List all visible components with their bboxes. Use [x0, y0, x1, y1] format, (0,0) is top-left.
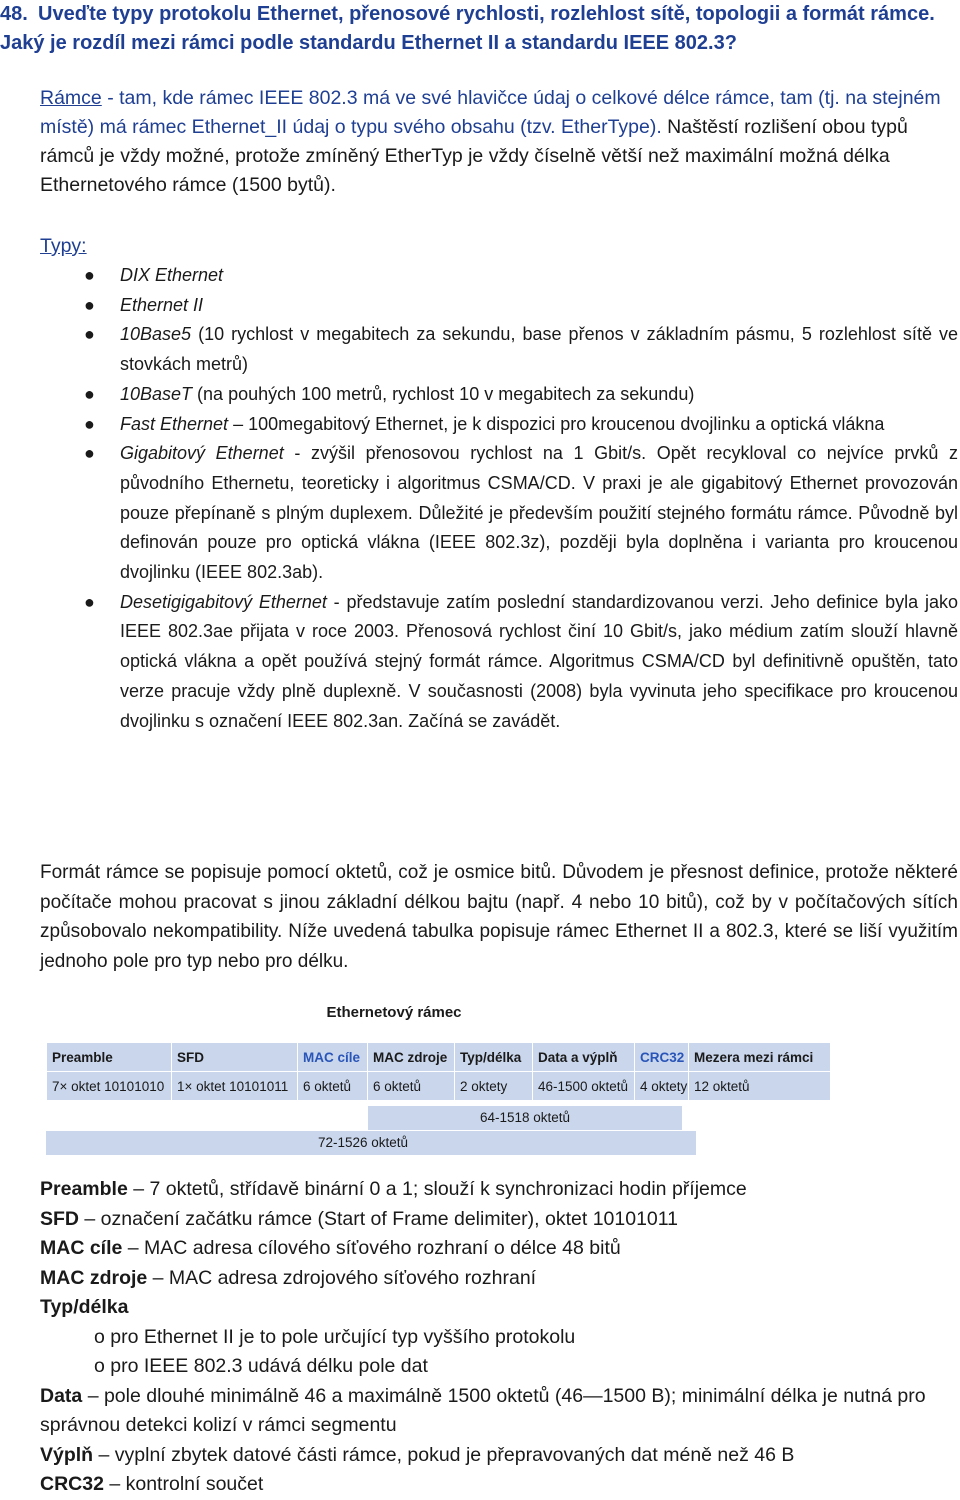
definition-term: Výplň [40, 1443, 94, 1466]
definition-crc [40, 1470, 958, 1500]
definition-term: MAC zdroje [40, 1266, 148, 1289]
definition-text: – pole dlouhé minimálně 46 a maximálně 1500 oktetů (46—1500 B); minimální délka je nutná pro správnou detekci kolizí v rámci segmentu [40, 1384, 926, 1436]
type-desc: (10 rychlost v megabitech za sekundu, base přenos v základním pásmu, 5 rozlehlost sítě ve stovkách metrů) [120, 324, 958, 375]
definition-preamble [40, 1175, 958, 1205]
header-cell: Mezera mezi rámci [689, 1043, 831, 1072]
bullet-icon: ● [84, 294, 95, 315]
definitions-list [40, 1175, 958, 1500]
list-item [40, 291, 958, 321]
question-number: 48. [0, 3, 28, 25]
definition-sub-item: o pro IEEE 802.3 udává délku pole dat [94, 1355, 428, 1377]
value-cell: 1× oktet 10101011 [172, 1072, 298, 1101]
definition-text: – MAC adresa zdrojového síťového rozhraní [147, 1266, 537, 1289]
crc32-link[interactable]: CRC32 [635, 1043, 689, 1072]
bullet-icon: ● [84, 413, 95, 434]
value-cell: 6 oktetů [298, 1072, 368, 1101]
frame-table [46, 1042, 831, 1101]
span-long-bar [46, 1131, 696, 1155]
header-cell: Data a výplň [533, 1043, 635, 1072]
span-long-label: 72-1526 oktetů [318, 1135, 409, 1150]
definition-term: Data [40, 1384, 83, 1407]
type-name: 10Base5 [120, 324, 192, 345]
type-desc: (na pouhých 100 metrů, rychlost 10 v megabitech za sekundu) [192, 383, 695, 404]
value-cell: 7× oktet 10101010 [47, 1072, 172, 1101]
list-item [40, 261, 958, 291]
format-paragraph: Formát rámce se popisuje pomocí oktetů, což je osmice bitů. Důvodem je přesnost definice, protože některé počítače mohou pracovat s jinou základní délkou bajtu (např. 4 nebo 10 bitů), což by v počítačových sítích způsobovalo nekompatibility. Níže uvedená tabulka popisuje rámec Ethernet II a 802.3, které se liší využitím jednoho pole pro typ nebo pro délku. [40, 862, 958, 972]
type-name: DIX Ethernet [120, 265, 224, 285]
definition-mac-dst [40, 1234, 958, 1264]
header-cell: SFD [172, 1043, 298, 1072]
definition-data [40, 1382, 958, 1441]
value-cell: 2 oktety [455, 1072, 533, 1101]
definition-pad [40, 1441, 958, 1471]
type-name: Desetigigabitový Ethernet [120, 591, 327, 612]
bullet-icon: ● [84, 383, 95, 404]
bullet-icon: ● [84, 265, 95, 285]
list-item [40, 439, 958, 588]
value-cell: 6 oktetů [368, 1072, 455, 1101]
frames-text-b: Naštěstí rozlišení obou typů rámců je vždy možné, protože zmíněný EtherTyp je vždy číselně větší než maximální možná délka Ethernetového rámce (1500 bytů). [40, 116, 908, 196]
bullet-icon: ● [84, 324, 95, 345]
list-item [40, 588, 958, 737]
type-desc: - zvýšil přenosovou rychlost na 1 Gbit/s. Opět recykloval co nejvíce prvků z původního Ethernetu, teoreticky i algoritmus CSMA/CD. V praxi je ale gigabitový Ethernet provozován pouze přepínaně s plným duplexem. Důležité je především použití stejného formátu rámce. Původně byl definován pouze pro optická vlákna (IEEE 802.3z), později byla doplněna i varianta pro kroucenou dvojlinku (IEEE 802.3ab). [120, 443, 958, 583]
type-name: Gigabitový Ethernet [120, 443, 284, 464]
ethernet-frame-figure [46, 1004, 830, 1154]
list-item [40, 410, 958, 440]
frames-label: Rámce [40, 87, 102, 109]
definition-term: SFD [40, 1207, 79, 1230]
question-heading [0, 0, 958, 58]
definition-text: – označení začátku rámce (Start of Frame delimiter), oktet 10101011 [79, 1207, 679, 1230]
definition-text: – kontrolní součet [103, 1473, 264, 1495]
type-desc: – 100megabitový Ethernet, je k dispozici pro kroucenou dvojlinku a optická vlákna [228, 413, 885, 434]
type-name: Fast Ethernet [120, 413, 229, 434]
header-cell: MAC zdroje [368, 1043, 455, 1072]
definition-text: – vyplní zbytek datové části rámce, pokud je přepravovaných dat méně než 46 B [93, 1443, 795, 1466]
definition-text: – 7 oktetů, střídavě binární 0 a 1; slouží k synchronizaci hodin příjemce [127, 1178, 747, 1200]
definition-mac-src [40, 1264, 958, 1294]
frames-text-a: - tam, kde rámec IEEE 802.3 má ve své hlavičce údaj o celkové délce rámce, tam (tj. na stejném místě) má rámec Ethernet_II údaj o typu svého obsahu (tzv. EtherType). [40, 87, 941, 138]
header-cell: Typ/délka [455, 1043, 533, 1072]
value-cell: 46-1500 oktetů [533, 1072, 635, 1101]
question-text: Uveďte typy protokolu Ethernet, přenosové rychlosti, rozlehlost sítě, topologii a formát rámce. Jaký je rozdíl mezi rámci podle standardu Ethernet II a standardu IEEE 802.3? [0, 3, 935, 54]
types-heading: Typy: [40, 235, 87, 257]
mac-dst-link[interactable]: MAC cíle [298, 1043, 368, 1072]
definition-term: MAC cíle [40, 1237, 123, 1259]
bullet-icon: ● [84, 591, 95, 612]
type-name: Ethernet II [120, 294, 204, 315]
definition-term: CRC32 [40, 1473, 104, 1495]
definition-sfd [40, 1205, 958, 1235]
definition-text: – MAC adresa cílového síťového rozhraní o délce 48 bitů [122, 1237, 621, 1259]
definition-term: Preamble [40, 1178, 128, 1200]
table-row [47, 1072, 831, 1101]
definition-type-length [40, 1293, 958, 1323]
definition-sub-item: o pro Ethernet II je to pole určující typ vyššího protokolu [94, 1325, 576, 1348]
bullet-icon: ● [84, 443, 95, 464]
frames-paragraph [40, 84, 958, 200]
type-desc: - představuje zatím poslední standardizovanou verzi. Jeho definice byla jako IEEE 802.3ae přijata v roce 2003. Přenosová rychlost činí 10 Gbit/s, jako médium zatím slouží hlavně optická vlákna a opět používá stejný formát rámce. Algoritmus CSMA/CD byl definitivně opuštěn, tato verze pracuje vždy plně duplexně. V současnosti (2008) byla vyvinuta jeho specifikace pro kroucenou dvojlinku s označení IEEE 802.3an. Začíná se zavádět. [120, 591, 958, 731]
span-mid-bar: 64-1518 oktetů [368, 1106, 682, 1130]
value-cell: 12 oktetů [689, 1072, 831, 1101]
type-name: 10BaseT [120, 383, 193, 404]
header-cell: Preamble [47, 1043, 172, 1072]
value-cell: 4 oktety [635, 1072, 689, 1101]
list-item [40, 380, 958, 410]
types-list [40, 261, 958, 736]
list-item [40, 320, 958, 379]
definition-term: Typ/délka [40, 1296, 129, 1318]
figure-title: Ethernetový rámec [326, 1004, 462, 1021]
table-header-row [47, 1043, 831, 1072]
